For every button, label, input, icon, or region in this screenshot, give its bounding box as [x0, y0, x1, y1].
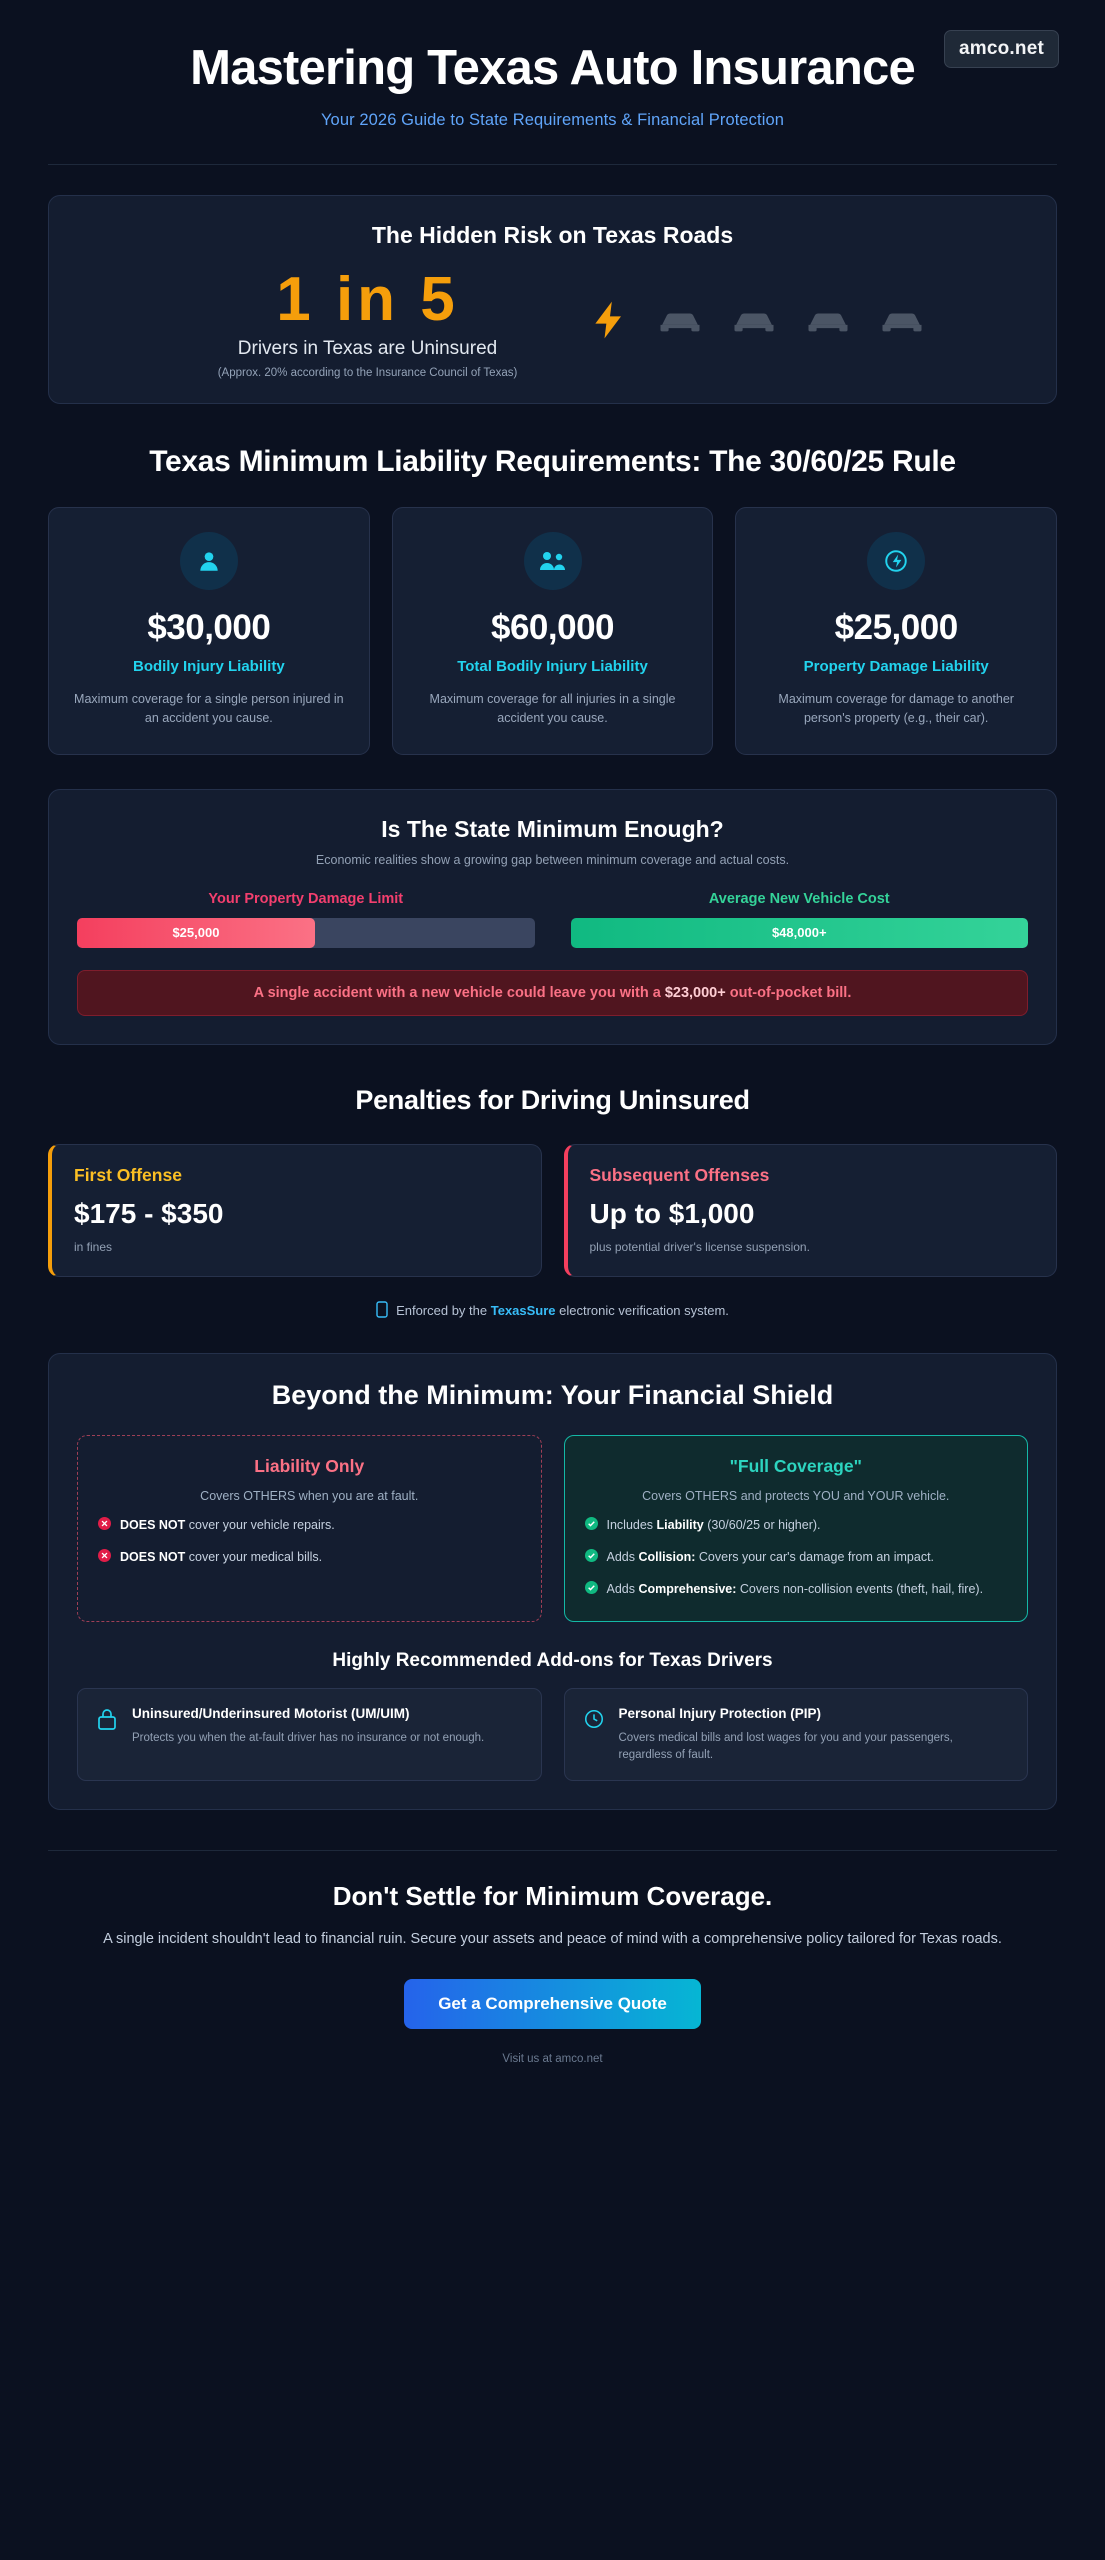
coverage-lead: Covers OTHERS and protects YOU and YOUR vehicle. [642, 1488, 950, 1503]
liability-amount: $25,000 [834, 608, 958, 647]
penalty-amount: Up to $1,000 [589, 1197, 755, 1229]
enforcement-system: TexasSure [490, 1303, 556, 1319]
coverage-item-text: cover your medical bills. [185, 1549, 323, 1564]
coverage-item-strong: Collision: [638, 1549, 696, 1564]
coverage-item [585, 1548, 1008, 1567]
bar-average-vehicle-cost [571, 891, 1029, 948]
car-icon [654, 303, 706, 342]
liability-desc: Maximum coverage for all injuries in a single accident you cause. [429, 692, 676, 725]
bar-track [571, 918, 1029, 948]
enforcement-suffix: electronic verification system. [555, 1303, 729, 1319]
risk-stat-note: (Approx. 20% according to the Insurance Council of Texas) [217, 367, 518, 379]
coverage-item-text: cover your vehicle repairs. [185, 1517, 335, 1532]
watermark-badge: amco.net [944, 30, 1059, 68]
enforcement-note [48, 1301, 1057, 1321]
coverage-item-text: Covers your car's damage from an impact. [695, 1549, 935, 1564]
hidden-risk-panel [48, 195, 1057, 404]
coverage-item-prefix: Adds [606, 1549, 639, 1564]
get-quote-button[interactable]: Get a Comprehensive Quote [404, 1979, 701, 2029]
hidden-risk-heading: The Hidden Risk on Texas Roads [371, 221, 734, 248]
car-icon [728, 303, 780, 342]
warning-highlight: $23,000+ [664, 984, 726, 1001]
minimum-enough-heading: Is The State Minimum Enough? [381, 815, 724, 842]
bar-title: Average New Vehicle Cost [708, 890, 890, 907]
out-of-pocket-warning [77, 970, 1028, 1016]
addons-row [77, 1688, 1028, 1781]
risk-stat-block [178, 264, 558, 379]
footer-divider [48, 1850, 1057, 1851]
bar-fill: $25,000 [77, 918, 315, 948]
coverage-lead: Covers OTHERS when you are at fault. [200, 1488, 419, 1503]
header-divider [48, 164, 1057, 165]
page-header [48, 42, 1057, 130]
coverage-item-text: Covers non-collision events (theft, hail, fire). [736, 1582, 984, 1597]
check-circle-icon [585, 1581, 598, 1599]
coverage-liability-only [77, 1435, 542, 1622]
risk-stat-label: Drivers in Texas are Uninsured [237, 338, 498, 359]
page-title: Mastering Texas Auto Insurance [190, 41, 915, 95]
warning-suffix: out-of-pocket bill. [725, 984, 852, 1001]
coverage-item-text: (30/60/25 or higher). [703, 1517, 821, 1532]
liability-amount: $30,000 [147, 608, 271, 647]
coverage-item-strong: Liability [656, 1517, 704, 1532]
page-subtitle: Your 2026 Guide to State Requirements & Financial Protection [320, 110, 785, 129]
risk-icon-row [588, 293, 928, 352]
check-circle-icon [585, 1517, 598, 1535]
addon-pip [564, 1688, 1029, 1781]
device-icon [376, 1301, 388, 1321]
person-icon [180, 532, 238, 590]
financial-shield-heading: Beyond the Minimum: Your Financial Shield [271, 1379, 834, 1410]
coverage-item-strong: DOES NOT [120, 1517, 186, 1532]
financial-shield-panel [48, 1353, 1057, 1810]
penalty-card-subsequent-offenses [564, 1144, 1058, 1277]
addon-title: Personal Injury Protection (PIP) [618, 1706, 822, 1722]
people-group-icon [524, 532, 582, 590]
coverage-item [98, 1548, 521, 1567]
liability-card-property-damage [735, 507, 1057, 755]
liability-name: Total Bodily Injury Liability [457, 658, 648, 675]
penalties-row [48, 1144, 1057, 1277]
liability-desc: Maximum coverage for a single person injured in an accident you cause. [74, 692, 344, 725]
addon-desc: Protects you when the at-fault driver has no insurance or not enough. [132, 1732, 485, 1745]
addon-um-uim [77, 1688, 542, 1781]
addons-heading: Highly Recommended Add-ons for Texas Drivers [332, 1650, 773, 1672]
coverage-item-prefix: Includes [606, 1517, 657, 1532]
coverage-comparison [77, 1435, 1028, 1622]
x-circle-icon [98, 1517, 111, 1535]
cta-container [48, 1979, 1057, 2029]
addon-desc: Covers medical bills and lost wages for you and your passengers, regardless of fault. [618, 1732, 953, 1762]
liability-heading: Texas Minimum Liability Requirements: The 30/60/25 Rule [149, 445, 956, 478]
coverage-title: "Full Coverage" [729, 1455, 862, 1476]
bar-track [77, 918, 535, 948]
addon-title: Uninsured/Underinsured Motorist (UM/UIM) [132, 1706, 410, 1722]
liability-name: Property Damage Liability [803, 658, 989, 675]
coverage-item-strong: Comprehensive: [638, 1582, 737, 1597]
liability-card-bodily-injury [48, 507, 370, 755]
bar-property-damage-limit [77, 891, 535, 948]
clock-icon [583, 1707, 605, 1736]
coverage-full-coverage [564, 1435, 1029, 1622]
footer-text: A single incident shouldn't lead to financial ruin. Secure your assets and peace of mind with a comprehensive policy tailored for Texas roads. [103, 1930, 1002, 1947]
bar-title: Your Property Damage Limit [208, 890, 404, 907]
penalties-heading: Penalties for Driving Uninsured [355, 1084, 750, 1115]
liability-amount: $60,000 [490, 608, 615, 647]
coverage-item [98, 1516, 521, 1535]
coverage-title: Liability Only [254, 1455, 365, 1476]
warning-prefix: A single accident with a new vehicle could leave you with a [253, 984, 665, 1001]
x-circle-icon [98, 1549, 111, 1567]
car-icon [802, 303, 854, 342]
car-damage-icon [867, 532, 925, 590]
coverage-item-strong: DOES NOT [120, 1549, 186, 1564]
liability-desc: Maximum coverage for damage to another person's property (e.g., their car). [778, 692, 1014, 725]
footer-title: Don't Settle for Minimum Coverage. [332, 1880, 773, 1911]
check-circle-icon [585, 1549, 598, 1567]
minimum-enough-subheading: Economic realities show a growing gap between minimum coverage and actual costs. [315, 852, 790, 867]
liability-card-row [48, 507, 1057, 755]
penalty-note: plus potential driver's license suspension. [589, 1239, 810, 1254]
coverage-item [585, 1516, 1008, 1535]
penalty-title: Subsequent Offenses [589, 1164, 770, 1185]
liability-card-total-bodily-injury [392, 507, 714, 755]
penalty-card-first-offense [48, 1144, 542, 1277]
enforcement-prefix: Enforced by the [396, 1303, 491, 1319]
footer-visit-note: Visit us at amco.net [502, 2052, 603, 2065]
comparison-bars [77, 891, 1028, 948]
lock-icon [96, 1707, 118, 1736]
car-icon [876, 303, 928, 342]
minimum-enough-panel [48, 789, 1057, 1045]
liability-name: Bodily Injury Liability [132, 658, 285, 675]
lightning-bolt-icon [588, 293, 632, 352]
penalty-title: First Offense [74, 1164, 182, 1185]
coverage-item-prefix: Adds [606, 1582, 639, 1597]
risk-stat-value: 1 in 5 [276, 264, 459, 334]
coverage-item [585, 1580, 1008, 1599]
penalty-note: in fines [74, 1239, 113, 1254]
bar-fill: $48,000+ [571, 918, 1029, 948]
penalty-amount: $175 - $350 [74, 1197, 224, 1229]
